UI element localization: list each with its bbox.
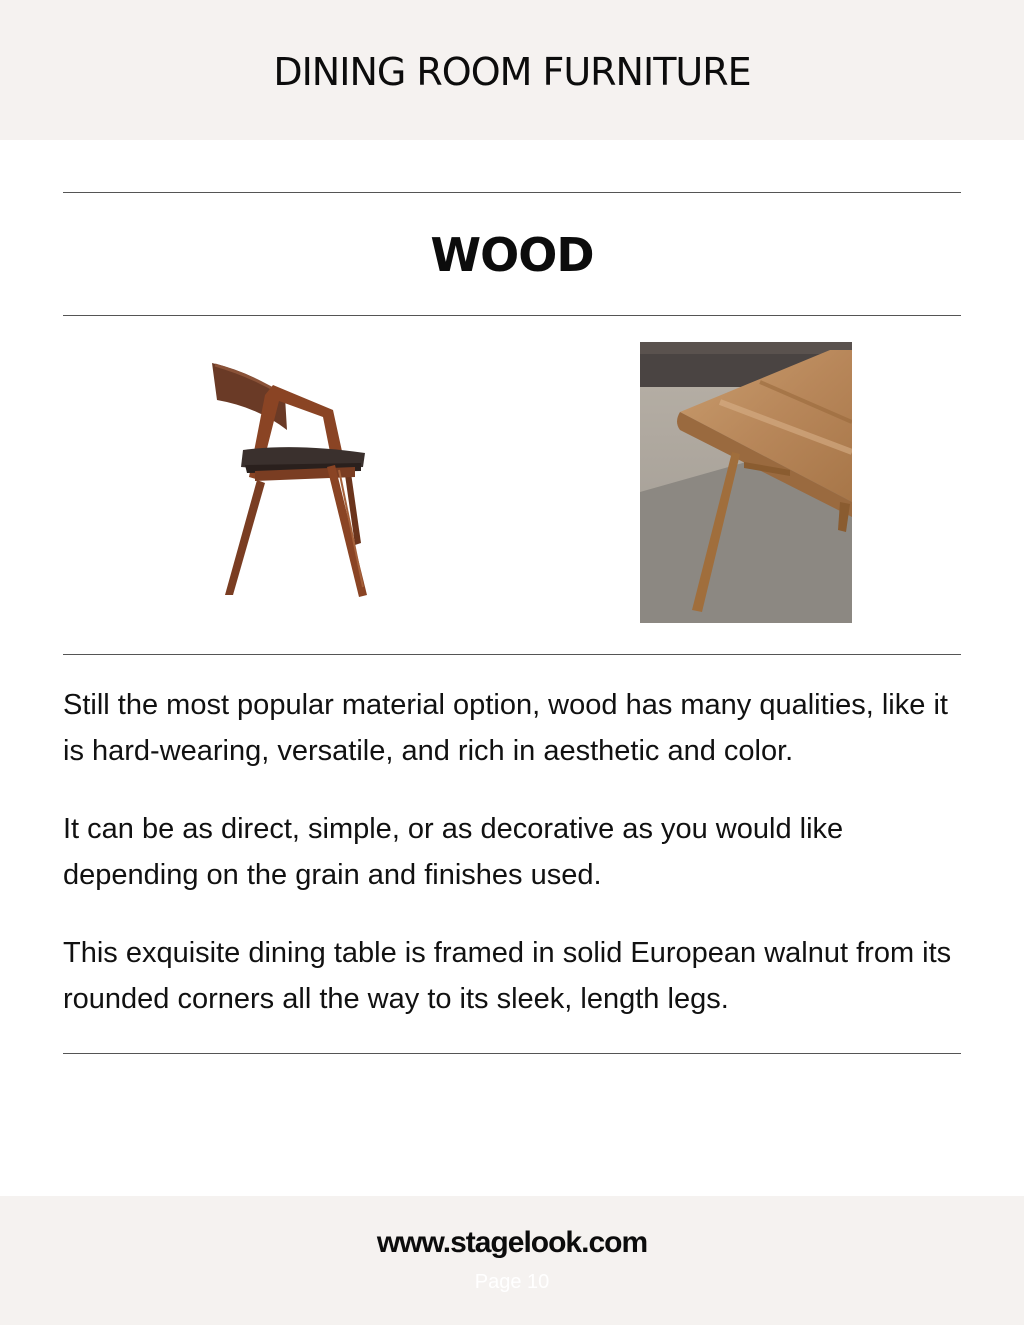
paragraph-1: Still the most popular material option, wood has many qualities, like it is hard-wearing, versatile, and rich in aesthetic and color. <box>63 689 948 767</box>
paragraph-3: This exquisite dining table is framed in solid European walnut from its rounded corners all the way to its sleek, length legs. <box>63 937 952 1015</box>
divider-top <box>63 192 961 193</box>
page-title: DINING ROOM FURNITURE <box>273 50 751 94</box>
section-title: WOOD <box>430 228 594 282</box>
website-link[interactable]: www.stagelook.com <box>376 1226 648 1259</box>
page-header <box>0 0 1024 140</box>
paragraph-2: It can be as direct, simple, or as decorative as you would like depending on the grain and finishes used. <box>63 813 844 891</box>
divider-title-bottom <box>63 315 961 316</box>
wooden-chair-image <box>195 355 385 600</box>
divider-images-bottom <box>63 654 961 655</box>
page-footer <box>0 1196 1024 1325</box>
divider-text-bottom <box>63 1053 961 1054</box>
wooden-table-image <box>640 342 852 623</box>
page-number: Page 10 <box>474 1271 550 1293</box>
body-text <box>63 682 973 1054</box>
